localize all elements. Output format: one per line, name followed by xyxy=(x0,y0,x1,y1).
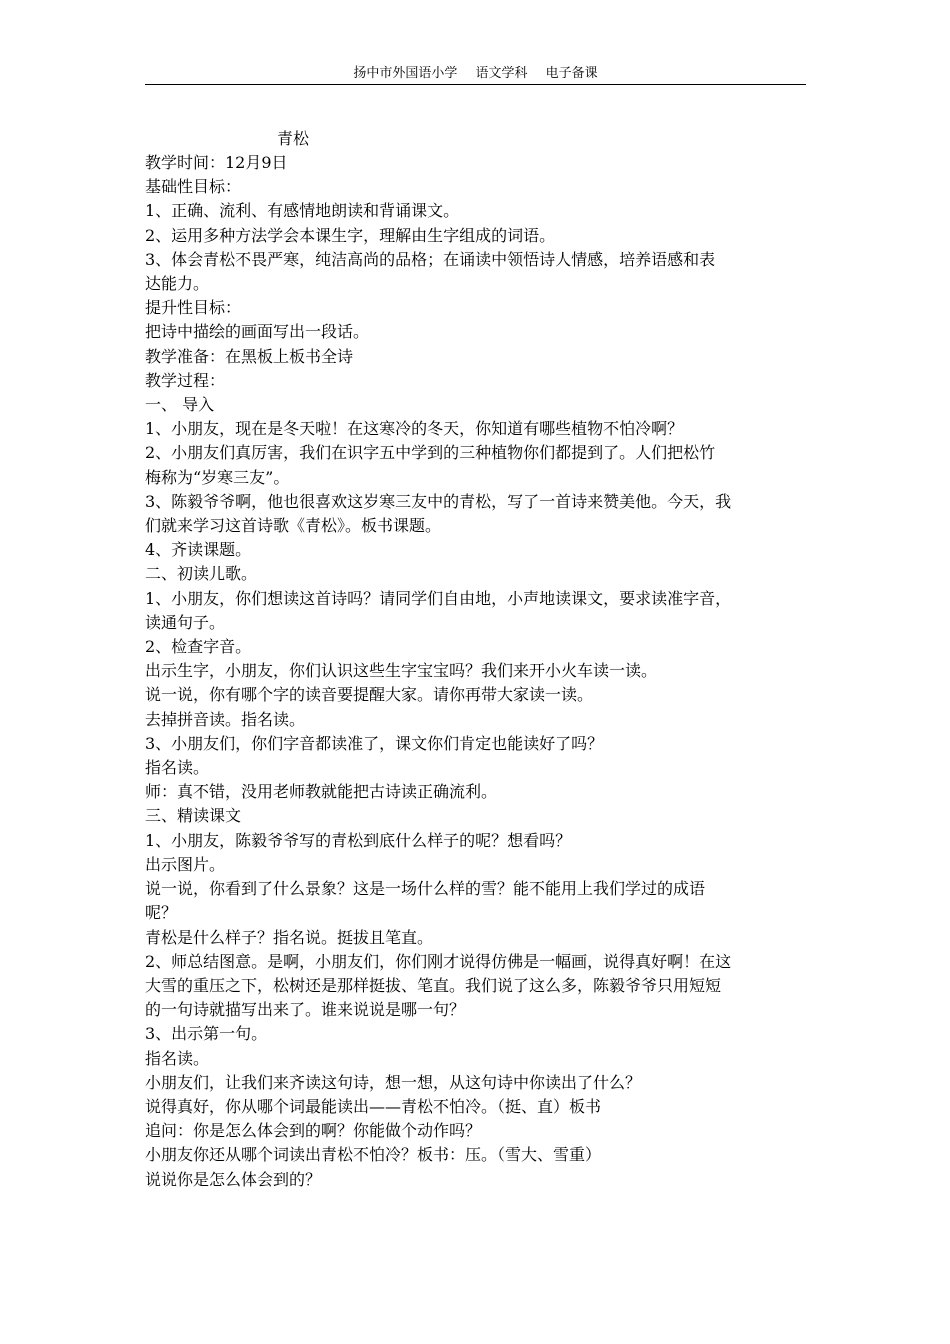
lesson-title: 青松 xyxy=(277,129,310,148)
text-line: 指名读。 xyxy=(145,1048,210,1068)
page-header xyxy=(145,64,806,85)
text-line: 3、陈毅爷爷啊，他也很喜欢这岁寒三友中的青松，写了一首诗来赞美他。今天，我 xyxy=(145,491,732,511)
text-line: 小朋友你还从哪个词读出青松不怕冷？板书：压。（雪大、雪重） xyxy=(145,1145,602,1165)
text-line: 2、小朋友们真厉害，我们在识字五中学到的三种植物你们都提到了。人们把松竹 xyxy=(145,443,716,463)
text-line: 提升性目标： xyxy=(145,298,242,318)
lesson-body xyxy=(145,151,810,1192)
text-line: 1、小朋友，现在是冬天啦！在这寒冷的冬天，你知道有哪些植物不怕冷啊？ xyxy=(145,419,684,439)
header-subject: 语文学科 xyxy=(475,66,528,81)
text-line: 的一句诗就描写出来了。谁来说说是哪一句？ xyxy=(145,1000,466,1020)
text-line: 青松是什么样子？指名说。挺拔且笔直。 xyxy=(145,927,434,947)
text-line: 2、运用多种方法学会本课生字，理解由生字组成的词语。 xyxy=(145,225,556,245)
text-line: 1、正确、流利、有感情地朗读和背诵课文。 xyxy=(145,201,460,221)
text-line: 教学过程： xyxy=(145,370,226,390)
text-line: 基础性目标： xyxy=(145,177,242,197)
text-line: 指名读。 xyxy=(145,758,210,778)
text-line: 说一说，你有哪个字的读音要提醒大家。请你再带大家读一读。 xyxy=(145,685,594,705)
text-line: 小朋友们，让我们来齐读这句诗，想一想，从这句诗中你读出了什么？ xyxy=(145,1072,642,1092)
text-line: 追问：你是怎么体会到的啊？你能做个动作吗？ xyxy=(145,1121,482,1141)
text-line: 梅称为“岁寒三友”。 xyxy=(145,467,290,487)
text-line: 把诗中描绘的画面写出一段话。 xyxy=(145,322,370,342)
header-school: 扬中市外国语小学 xyxy=(353,66,458,81)
text-line: 二、初读儿歌。 xyxy=(145,564,258,584)
text-line: 师：真不错，没用老师教就能把古诗读正确流利。 xyxy=(145,782,498,802)
text-line: 2、检查字音。 xyxy=(145,637,252,657)
text-line: 呢？ xyxy=(145,903,178,923)
text-line: 3、出示第一句。 xyxy=(145,1024,268,1044)
text-line: 达能力。 xyxy=(145,274,210,294)
text-line: 1、小朋友，陈毅爷爷写的青松到底什么样子的呢？想看吗？ xyxy=(145,830,572,850)
text-line: 3、体会青松不畏严寒，纯洁高尚的品格；在诵读中领悟诗人情感，培养语感和表 xyxy=(145,249,716,269)
text-line: 4、齐读课题。 xyxy=(145,540,252,560)
header-type: 电子备课 xyxy=(545,66,598,81)
text-line: 说得真好，你从哪个词最能读出——青松不怕冷。（挺、直）板书 xyxy=(145,1096,602,1116)
text-line: 们就来学习这首诗歌《青松》。板书课题。 xyxy=(145,516,442,536)
text-line: 三、精读课文 xyxy=(145,806,242,826)
text-line: 去掉拼音读。指名读。 xyxy=(145,709,306,729)
text-line: 3、小朋友们，你们字音都读准了，课文你们肯定也能读好了吗？ xyxy=(145,733,604,753)
text-line: 教学时间：12月9日 xyxy=(145,153,288,172)
text-line: 教学准备：在黑板上板书全诗 xyxy=(145,346,354,366)
text-line: 一、 导入 xyxy=(145,395,215,415)
text-line: 说说你是怎么体会到的？ xyxy=(145,1169,322,1189)
text-line: 大雪的重压之下，松树还是那样挺拔、笔直。我们说了这么多，陈毅爷爷只用短短 xyxy=(145,975,722,995)
text-line: 2、师总结图意。是啊，小朋友们，你们刚才说得仿佛是一幅画，说得真好啊！在这 xyxy=(145,951,732,971)
text-line: 读通句子。 xyxy=(145,612,226,632)
text-line: 说一说，你看到了什么景象？这是一场什么样的雪？能不能用上我们学过的成语 xyxy=(145,879,706,899)
text-line: 出示生字，小朋友，你们认识这些生字宝宝吗？我们来开小火车读一读。 xyxy=(145,661,658,681)
text-line: 出示图片。 xyxy=(145,854,226,874)
text-line: 1、小朋友，你们想读这首诗吗？请同学们自由地，小声地读课文，要求读准字音， xyxy=(145,588,732,608)
